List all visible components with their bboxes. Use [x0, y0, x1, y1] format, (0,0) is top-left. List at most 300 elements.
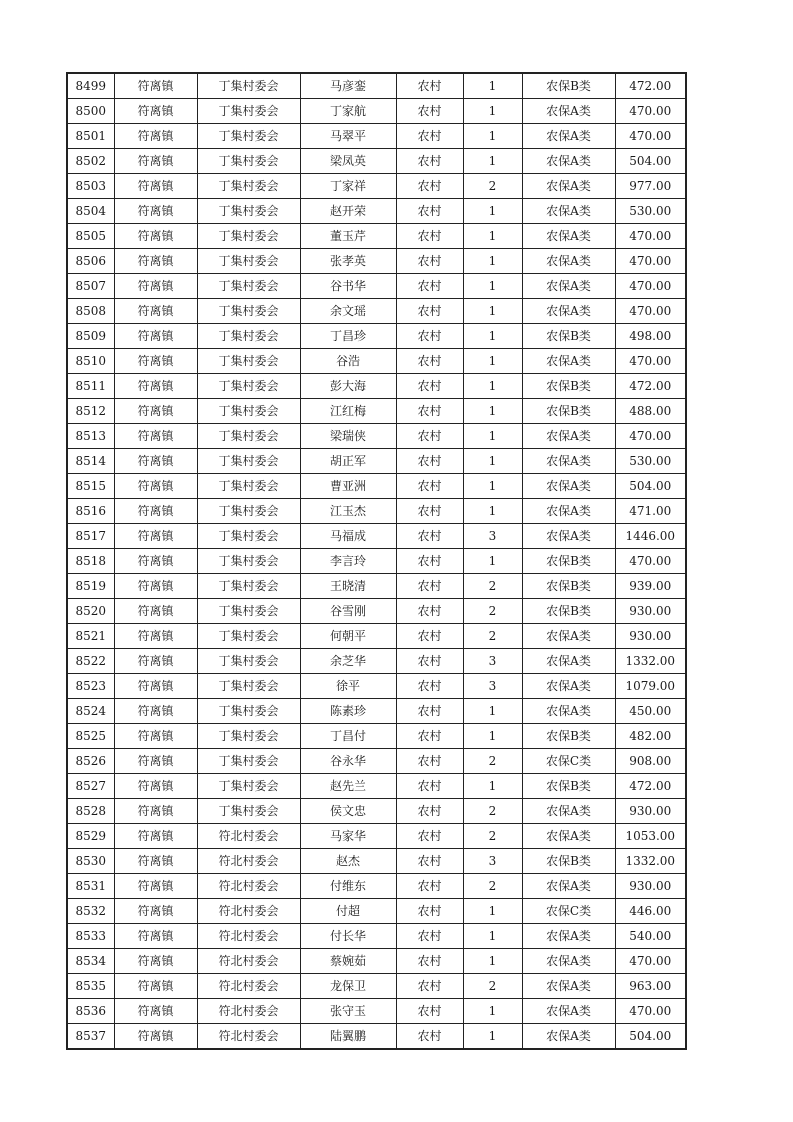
amount-cell: 908.00 [615, 749, 686, 774]
insurance-category-cell: 农保C类 [522, 899, 615, 924]
row-id-cell: 8513 [67, 424, 114, 449]
amount-cell: 504.00 [615, 474, 686, 499]
village-cell: 丁集村委会 [197, 224, 300, 249]
name-cell: 谷永华 [300, 749, 396, 774]
name-cell: 江玉杰 [300, 499, 396, 524]
town-cell: 符离镇 [114, 899, 197, 924]
row-id-cell: 8507 [67, 274, 114, 299]
insurance-category-cell: 农保A类 [522, 624, 615, 649]
table-row [67, 99, 686, 124]
insurance-category-cell: 农保A类 [522, 174, 615, 199]
person-count-cell: 1 [463, 299, 522, 324]
insurance-category-cell: 农保B类 [522, 549, 615, 574]
insurance-category-cell: 农保A类 [522, 449, 615, 474]
insurance-category-cell: 农保A类 [522, 799, 615, 824]
village-cell: 符北村委会 [197, 999, 300, 1024]
insurance-category-cell: 农保B类 [522, 399, 615, 424]
row-id-cell: 8501 [67, 124, 114, 149]
person-count-cell: 1 [463, 149, 522, 174]
town-cell: 符离镇 [114, 799, 197, 824]
table-row [67, 674, 686, 699]
household-type-cell: 农村 [396, 299, 463, 324]
household-type-cell: 农村 [396, 699, 463, 724]
town-cell: 符离镇 [114, 749, 197, 774]
insurance-category-cell: 农保B类 [522, 774, 615, 799]
town-cell: 符离镇 [114, 199, 197, 224]
village-cell: 丁集村委会 [197, 324, 300, 349]
row-id-cell: 8529 [67, 824, 114, 849]
name-cell: 马福成 [300, 524, 396, 549]
table-row [67, 849, 686, 874]
insurance-category-cell: 农保C类 [522, 749, 615, 774]
town-cell: 符离镇 [114, 124, 197, 149]
amount-cell: 504.00 [615, 1024, 686, 1050]
village-cell: 丁集村委会 [197, 299, 300, 324]
village-cell: 丁集村委会 [197, 174, 300, 199]
row-id-cell: 8514 [67, 449, 114, 474]
row-id-cell: 8536 [67, 999, 114, 1024]
insurance-category-cell: 农保A类 [522, 649, 615, 674]
row-id-cell: 8530 [67, 849, 114, 874]
insurance-category-cell: 农保A类 [522, 499, 615, 524]
insurance-category-cell: 农保A类 [522, 874, 615, 899]
row-id-cell: 8506 [67, 249, 114, 274]
village-cell: 丁集村委会 [197, 424, 300, 449]
household-type-cell: 农村 [396, 274, 463, 299]
name-cell: 张孝英 [300, 249, 396, 274]
village-cell: 丁集村委会 [197, 649, 300, 674]
household-type-cell: 农村 [396, 324, 463, 349]
table-row [67, 349, 686, 374]
village-cell: 丁集村委会 [197, 749, 300, 774]
person-count-cell: 1 [463, 724, 522, 749]
name-cell: 胡正军 [300, 449, 396, 474]
row-id-cell: 8521 [67, 624, 114, 649]
person-count-cell: 2 [463, 974, 522, 999]
row-id-cell: 8517 [67, 524, 114, 549]
town-cell: 符离镇 [114, 999, 197, 1024]
insurance-category-cell: 农保B类 [522, 724, 615, 749]
village-cell: 符北村委会 [197, 974, 300, 999]
household-type-cell: 农村 [396, 249, 463, 274]
roster-table [66, 72, 687, 1050]
table-row [67, 624, 686, 649]
insurance-category-cell: 农保B类 [522, 574, 615, 599]
town-cell: 符离镇 [114, 974, 197, 999]
name-cell: 付长华 [300, 924, 396, 949]
name-cell: 陆翼鹏 [300, 1024, 396, 1050]
row-id-cell: 8504 [67, 199, 114, 224]
table-row [67, 724, 686, 749]
table-row [67, 399, 686, 424]
row-id-cell: 8518 [67, 549, 114, 574]
roster-body [67, 73, 686, 1049]
village-cell: 丁集村委会 [197, 549, 300, 574]
name-cell: 余芝华 [300, 649, 396, 674]
household-type-cell: 农村 [396, 849, 463, 874]
person-count-cell: 1 [463, 274, 522, 299]
village-cell: 丁集村委会 [197, 599, 300, 624]
amount-cell: 472.00 [615, 374, 686, 399]
household-type-cell: 农村 [396, 224, 463, 249]
household-type-cell: 农村 [396, 724, 463, 749]
amount-cell: 1053.00 [615, 824, 686, 849]
person-count-cell: 3 [463, 674, 522, 699]
name-cell: 梁瑞侠 [300, 424, 396, 449]
village-cell: 丁集村委会 [197, 574, 300, 599]
person-count-cell: 1 [463, 449, 522, 474]
person-count-cell: 2 [463, 574, 522, 599]
amount-cell: 470.00 [615, 949, 686, 974]
insurance-category-cell: 农保A类 [522, 424, 615, 449]
household-type-cell: 农村 [396, 549, 463, 574]
insurance-category-cell: 农保B类 [522, 849, 615, 874]
village-cell: 丁集村委会 [197, 73, 300, 99]
row-id-cell: 8520 [67, 599, 114, 624]
table-row [67, 549, 686, 574]
table-row [67, 424, 686, 449]
insurance-category-cell: 农保B类 [522, 599, 615, 624]
amount-cell: 504.00 [615, 149, 686, 174]
person-count-cell: 2 [463, 174, 522, 199]
amount-cell: 530.00 [615, 449, 686, 474]
row-id-cell: 8523 [67, 674, 114, 699]
household-type-cell: 农村 [396, 124, 463, 149]
amount-cell: 470.00 [615, 424, 686, 449]
amount-cell: 471.00 [615, 499, 686, 524]
name-cell: 李言玲 [300, 549, 396, 574]
table-row [67, 124, 686, 149]
village-cell: 丁集村委会 [197, 724, 300, 749]
table-row [67, 749, 686, 774]
insurance-category-cell: 农保A类 [522, 824, 615, 849]
insurance-category-cell: 农保A类 [522, 674, 615, 699]
household-type-cell: 农村 [396, 399, 463, 424]
household-type-cell: 农村 [396, 949, 463, 974]
table-row [67, 249, 686, 274]
town-cell: 符离镇 [114, 349, 197, 374]
village-cell: 丁集村委会 [197, 774, 300, 799]
name-cell: 曹亚洲 [300, 474, 396, 499]
name-cell: 付维东 [300, 874, 396, 899]
person-count-cell: 2 [463, 824, 522, 849]
town-cell: 符离镇 [114, 674, 197, 699]
town-cell: 符离镇 [114, 549, 197, 574]
household-type-cell: 农村 [396, 174, 463, 199]
table-row [67, 999, 686, 1024]
village-cell: 丁集村委会 [197, 199, 300, 224]
town-cell: 符离镇 [114, 774, 197, 799]
town-cell: 符离镇 [114, 474, 197, 499]
person-count-cell: 1 [463, 999, 522, 1024]
person-count-cell: 1 [463, 949, 522, 974]
amount-cell: 470.00 [615, 249, 686, 274]
row-id-cell: 8537 [67, 1024, 114, 1050]
name-cell: 董玉芹 [300, 224, 396, 249]
town-cell: 符离镇 [114, 699, 197, 724]
row-id-cell: 8505 [67, 224, 114, 249]
name-cell: 谷书华 [300, 274, 396, 299]
household-type-cell: 农村 [396, 749, 463, 774]
person-count-cell: 2 [463, 624, 522, 649]
amount-cell: 446.00 [615, 899, 686, 924]
insurance-category-cell: 农保A类 [522, 149, 615, 174]
table-row [67, 649, 686, 674]
amount-cell: 930.00 [615, 599, 686, 624]
household-type-cell: 农村 [396, 924, 463, 949]
insurance-category-cell: 农保A类 [522, 1024, 615, 1050]
insurance-category-cell: 农保A类 [522, 949, 615, 974]
village-cell: 符北村委会 [197, 849, 300, 874]
row-id-cell: 8525 [67, 724, 114, 749]
amount-cell: 498.00 [615, 324, 686, 349]
person-count-cell: 1 [463, 424, 522, 449]
village-cell: 丁集村委会 [197, 449, 300, 474]
row-id-cell: 8515 [67, 474, 114, 499]
town-cell: 符离镇 [114, 374, 197, 399]
name-cell: 龙保卫 [300, 974, 396, 999]
household-type-cell: 农村 [396, 499, 463, 524]
person-count-cell: 1 [463, 1024, 522, 1050]
table-row [67, 474, 686, 499]
amount-cell: 470.00 [615, 99, 686, 124]
row-id-cell: 8519 [67, 574, 114, 599]
name-cell: 何朝平 [300, 624, 396, 649]
town-cell: 符离镇 [114, 724, 197, 749]
household-type-cell: 农村 [396, 599, 463, 624]
name-cell: 梁凤英 [300, 149, 396, 174]
town-cell: 符离镇 [114, 599, 197, 624]
name-cell: 彭大海 [300, 374, 396, 399]
person-count-cell: 2 [463, 599, 522, 624]
amount-cell: 540.00 [615, 924, 686, 949]
household-type-cell: 农村 [396, 449, 463, 474]
town-cell: 符离镇 [114, 449, 197, 474]
town-cell: 符离镇 [114, 624, 197, 649]
amount-cell: 470.00 [615, 299, 686, 324]
row-id-cell: 8522 [67, 649, 114, 674]
amount-cell: 470.00 [615, 549, 686, 574]
amount-cell: 470.00 [615, 274, 686, 299]
village-cell: 符北村委会 [197, 874, 300, 899]
table-row [67, 699, 686, 724]
name-cell: 丁昌珍 [300, 324, 396, 349]
table-row [67, 174, 686, 199]
amount-cell: 482.00 [615, 724, 686, 749]
household-type-cell: 农村 [396, 649, 463, 674]
amount-cell: 963.00 [615, 974, 686, 999]
row-id-cell: 8524 [67, 699, 114, 724]
village-cell: 丁集村委会 [197, 124, 300, 149]
person-count-cell: 3 [463, 849, 522, 874]
insurance-category-cell: 农保A类 [522, 924, 615, 949]
row-id-cell: 8534 [67, 949, 114, 974]
name-cell: 丁家祥 [300, 174, 396, 199]
table-row [67, 274, 686, 299]
name-cell: 谷雪刚 [300, 599, 396, 624]
town-cell: 符离镇 [114, 149, 197, 174]
person-count-cell: 1 [463, 73, 522, 99]
table-row [67, 974, 686, 999]
village-cell: 符北村委会 [197, 899, 300, 924]
insurance-category-cell: 农保B类 [522, 73, 615, 99]
name-cell: 王晓清 [300, 574, 396, 599]
household-type-cell: 农村 [396, 349, 463, 374]
row-id-cell: 8516 [67, 499, 114, 524]
row-id-cell: 8532 [67, 899, 114, 924]
village-cell: 丁集村委会 [197, 274, 300, 299]
town-cell: 符离镇 [114, 99, 197, 124]
household-type-cell: 农村 [396, 674, 463, 699]
row-id-cell: 8526 [67, 749, 114, 774]
table-row [67, 449, 686, 474]
person-count-cell: 1 [463, 699, 522, 724]
table-row [67, 949, 686, 974]
table-row [67, 499, 686, 524]
row-id-cell: 8528 [67, 799, 114, 824]
person-count-cell: 1 [463, 324, 522, 349]
name-cell: 谷浩 [300, 349, 396, 374]
table-row [67, 324, 686, 349]
name-cell: 马家华 [300, 824, 396, 849]
table-row [67, 824, 686, 849]
town-cell: 符离镇 [114, 274, 197, 299]
person-count-cell: 1 [463, 474, 522, 499]
row-id-cell: 8509 [67, 324, 114, 349]
household-type-cell: 农村 [396, 799, 463, 824]
village-cell: 丁集村委会 [197, 524, 300, 549]
name-cell: 马翠平 [300, 124, 396, 149]
amount-cell: 530.00 [615, 199, 686, 224]
insurance-category-cell: 农保A类 [522, 249, 615, 274]
person-count-cell: 1 [463, 99, 522, 124]
person-count-cell: 1 [463, 224, 522, 249]
person-count-cell: 1 [463, 124, 522, 149]
village-cell: 丁集村委会 [197, 499, 300, 524]
village-cell: 丁集村委会 [197, 699, 300, 724]
household-type-cell: 农村 [396, 99, 463, 124]
table-row [67, 224, 686, 249]
town-cell: 符离镇 [114, 299, 197, 324]
town-cell: 符离镇 [114, 849, 197, 874]
table-row [67, 374, 686, 399]
amount-cell: 472.00 [615, 73, 686, 99]
insurance-category-cell: 农保A类 [522, 99, 615, 124]
amount-cell: 930.00 [615, 799, 686, 824]
name-cell: 张守玉 [300, 999, 396, 1024]
row-id-cell: 8503 [67, 174, 114, 199]
household-type-cell: 农村 [396, 824, 463, 849]
row-id-cell: 8510 [67, 349, 114, 374]
table-row [67, 299, 686, 324]
person-count-cell: 1 [463, 199, 522, 224]
town-cell: 符离镇 [114, 174, 197, 199]
person-count-cell: 3 [463, 649, 522, 674]
document-page [66, 72, 687, 1050]
household-type-cell: 农村 [396, 574, 463, 599]
name-cell: 马彦銮 [300, 73, 396, 99]
amount-cell: 488.00 [615, 399, 686, 424]
insurance-category-cell: 农保A类 [522, 349, 615, 374]
name-cell: 江红梅 [300, 399, 396, 424]
insurance-category-cell: 农保A类 [522, 224, 615, 249]
name-cell: 徐平 [300, 674, 396, 699]
town-cell: 符离镇 [114, 1024, 197, 1050]
person-count-cell: 1 [463, 899, 522, 924]
amount-cell: 1332.00 [615, 649, 686, 674]
town-cell: 符离镇 [114, 249, 197, 274]
name-cell: 付超 [300, 899, 396, 924]
name-cell: 侯文忠 [300, 799, 396, 824]
row-id-cell: 8531 [67, 874, 114, 899]
household-type-cell: 农村 [396, 624, 463, 649]
amount-cell: 450.00 [615, 699, 686, 724]
town-cell: 符离镇 [114, 424, 197, 449]
table-row [67, 574, 686, 599]
row-id-cell: 8511 [67, 374, 114, 399]
town-cell: 符离镇 [114, 574, 197, 599]
amount-cell: 1079.00 [615, 674, 686, 699]
village-cell: 丁集村委会 [197, 799, 300, 824]
town-cell: 符离镇 [114, 399, 197, 424]
amount-cell: 470.00 [615, 124, 686, 149]
town-cell: 符离镇 [114, 324, 197, 349]
household-type-cell: 农村 [396, 424, 463, 449]
household-type-cell: 农村 [396, 73, 463, 99]
insurance-category-cell: 农保A类 [522, 999, 615, 1024]
table-row [67, 149, 686, 174]
household-type-cell: 农村 [396, 474, 463, 499]
insurance-category-cell: 农保A类 [522, 474, 615, 499]
village-cell: 丁集村委会 [197, 249, 300, 274]
person-count-cell: 1 [463, 774, 522, 799]
name-cell: 蔡婉茹 [300, 949, 396, 974]
person-count-cell: 2 [463, 749, 522, 774]
town-cell: 符离镇 [114, 224, 197, 249]
person-count-cell: 1 [463, 924, 522, 949]
village-cell: 丁集村委会 [197, 624, 300, 649]
amount-cell: 470.00 [615, 349, 686, 374]
insurance-category-cell: 农保A类 [522, 524, 615, 549]
row-id-cell: 8499 [67, 73, 114, 99]
village-cell: 丁集村委会 [197, 674, 300, 699]
person-count-cell: 1 [463, 249, 522, 274]
table-row [67, 874, 686, 899]
row-id-cell: 8500 [67, 99, 114, 124]
row-id-cell: 8533 [67, 924, 114, 949]
row-id-cell: 8502 [67, 149, 114, 174]
village-cell: 丁集村委会 [197, 349, 300, 374]
insurance-category-cell: 农保A类 [522, 124, 615, 149]
town-cell: 符离镇 [114, 649, 197, 674]
name-cell: 赵先兰 [300, 774, 396, 799]
town-cell: 符离镇 [114, 949, 197, 974]
town-cell: 符离镇 [114, 73, 197, 99]
amount-cell: 939.00 [615, 574, 686, 599]
household-type-cell: 农村 [396, 374, 463, 399]
person-count-cell: 2 [463, 874, 522, 899]
amount-cell: 977.00 [615, 174, 686, 199]
town-cell: 符离镇 [114, 524, 197, 549]
village-cell: 符北村委会 [197, 949, 300, 974]
insurance-category-cell: 农保A类 [522, 974, 615, 999]
person-count-cell: 2 [463, 799, 522, 824]
village-cell: 符北村委会 [197, 1024, 300, 1050]
village-cell: 丁集村委会 [197, 99, 300, 124]
insurance-category-cell: 农保A类 [522, 299, 615, 324]
town-cell: 符离镇 [114, 499, 197, 524]
row-id-cell: 8527 [67, 774, 114, 799]
